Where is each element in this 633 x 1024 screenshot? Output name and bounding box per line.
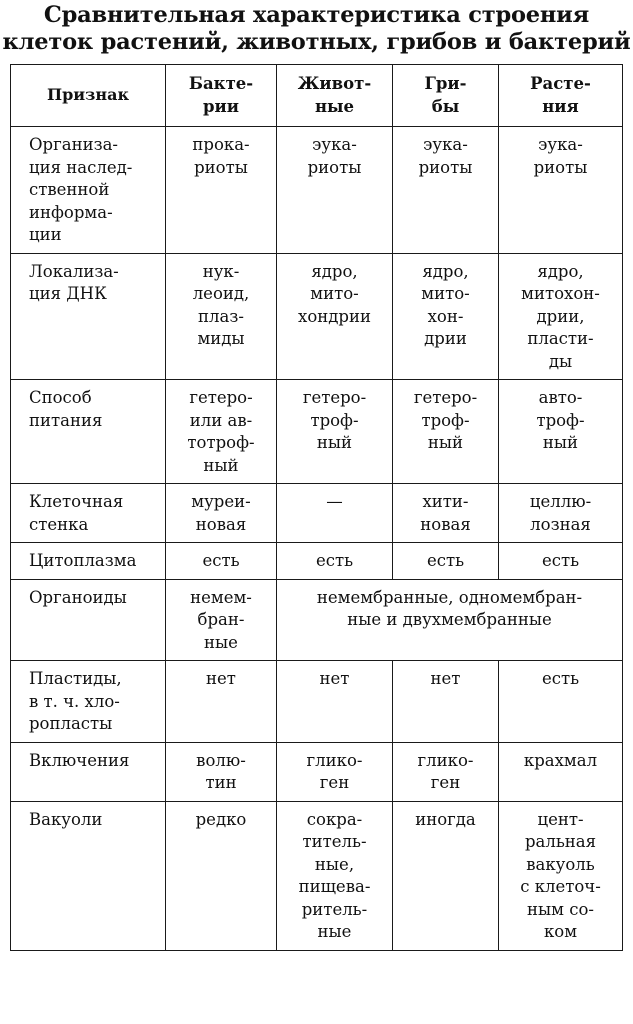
title-line-2: клеток растений, животных, грибов и бактерий bbox=[2, 29, 631, 55]
table-row bbox=[11, 801, 623, 950]
cell-animals: — bbox=[277, 484, 393, 543]
table-header-row bbox=[11, 65, 623, 127]
cell-animals: глико- ген bbox=[277, 742, 393, 801]
cell-plants: авто- троф- ный bbox=[499, 380, 623, 484]
cell-plants: ядро, митохон- дрии, пласти- ды bbox=[499, 253, 623, 380]
table-row bbox=[11, 484, 623, 543]
cell-bacteria: немем- бран- ные bbox=[166, 579, 277, 661]
row-feature: Локализа- ция ДНК bbox=[11, 253, 166, 380]
cell-fungi: хити- новая bbox=[393, 484, 499, 543]
cell-animals: есть bbox=[277, 543, 393, 580]
comparison-table bbox=[10, 64, 623, 951]
cell-bacteria: редко bbox=[166, 801, 277, 950]
cell-plants: крахмал bbox=[499, 742, 623, 801]
table-row bbox=[11, 661, 623, 743]
cell-plants: эука- риоты bbox=[499, 127, 623, 254]
cell-bacteria: муреи- новая bbox=[166, 484, 277, 543]
table-row bbox=[11, 543, 623, 580]
page-title bbox=[0, 2, 633, 56]
cell-bacteria: нет bbox=[166, 661, 277, 743]
row-feature: Органоиды bbox=[11, 579, 166, 661]
cell-bacteria: есть bbox=[166, 543, 277, 580]
cell-fungi: гетеро- троф- ный bbox=[393, 380, 499, 484]
row-feature: Организа- ция наслед- ственной информа- ции bbox=[11, 127, 166, 254]
row-feature: Включения bbox=[11, 742, 166, 801]
row-feature: Клеточная стенка bbox=[11, 484, 166, 543]
header-animals: Живот- ные bbox=[277, 65, 393, 127]
cell-animals: нет bbox=[277, 661, 393, 743]
cell-animals: ядро, мито- хондрии bbox=[277, 253, 393, 380]
table-row bbox=[11, 579, 623, 661]
cell-animals: сокра- титель- ные, пищева- ритель- ные bbox=[277, 801, 393, 950]
cell-fungi: иногда bbox=[393, 801, 499, 950]
header-plants: Расте- ния bbox=[499, 65, 623, 127]
cell-fungi: эука- риоты bbox=[393, 127, 499, 254]
cell-eukaryotes-merged: немембранные, одномембран- ные и двухмембранные bbox=[277, 579, 623, 661]
table-row bbox=[11, 380, 623, 484]
table-row bbox=[11, 742, 623, 801]
cell-plants: целлю- лозная bbox=[499, 484, 623, 543]
header-fungi: Гри- бы bbox=[393, 65, 499, 127]
cell-bacteria: прока- риоты bbox=[166, 127, 277, 254]
cell-fungi: нет bbox=[393, 661, 499, 743]
cell-fungi: глико- ген bbox=[393, 742, 499, 801]
row-feature: Вакуоли bbox=[11, 801, 166, 950]
cell-fungi: ядро, мито- хон- дрии bbox=[393, 253, 499, 380]
cell-bacteria: волю- тин bbox=[166, 742, 277, 801]
cell-plants: есть bbox=[499, 661, 623, 743]
cell-animals: гетеро- троф- ный bbox=[277, 380, 393, 484]
row-feature: Цитоплазма bbox=[11, 543, 166, 580]
row-feature: Пластиды, в т. ч. хло- ропласты bbox=[11, 661, 166, 743]
table-row bbox=[11, 253, 623, 380]
header-feature: Признак bbox=[11, 65, 166, 127]
cell-bacteria: нук- леоид, плаз- миды bbox=[166, 253, 277, 380]
cell-plants: цент- ральная вакуоль с клеточ- ным со- ком bbox=[499, 801, 623, 950]
cell-fungi: есть bbox=[393, 543, 499, 580]
row-feature: Способ питания bbox=[11, 380, 166, 484]
title-line-1: Сравнительная характеристика строения bbox=[43, 2, 590, 28]
cell-plants: есть bbox=[499, 543, 623, 580]
cell-bacteria: гетеро- или ав- тотроф- ный bbox=[166, 380, 277, 484]
cell-animals: эука- риоты bbox=[277, 127, 393, 254]
header-bacteria: Бакте- рии bbox=[166, 65, 277, 127]
table-row bbox=[11, 127, 623, 254]
